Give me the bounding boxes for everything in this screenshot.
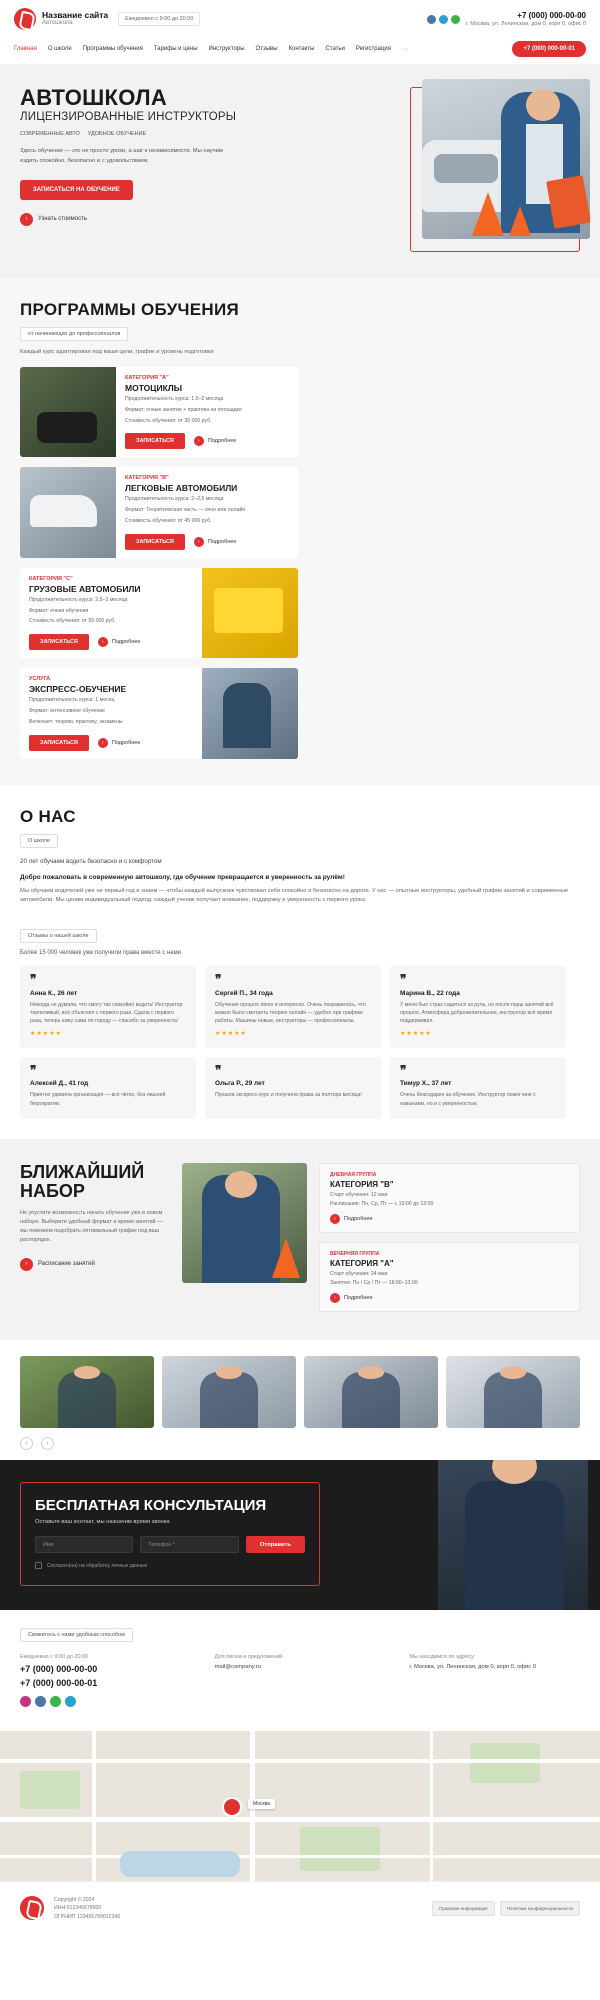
hero-tag-learning: УДОБНОЕ ОБУЧЕНИЕ [87, 131, 147, 138]
review-stars: ★★★★★ [30, 1030, 62, 1037]
program-card[interactable] [20, 367, 298, 457]
gallery-prev-icon[interactable]: ‹ [20, 1437, 33, 1450]
consultation-photo [438, 1460, 588, 1610]
group-details-label: Подробнее [344, 1216, 373, 1222]
social-links[interactable] [427, 15, 460, 24]
program-details-link[interactable] [98, 738, 141, 748]
quote-icon: ❞ [30, 1062, 37, 1077]
consultation-subtitle: Оставьте ваш контакт, мы назначим время звонка [35, 1519, 170, 1525]
program-enroll-button[interactable]: ЗАПИСАТЬСЯ [29, 735, 89, 751]
nav-item-reviews[interactable]: Отзывы [255, 46, 278, 52]
arrow-right-icon: › [98, 637, 108, 647]
quote-icon: ❞ [400, 972, 407, 987]
arrow-right-icon: › [20, 213, 33, 226]
about-paragraph: Мы обучаем водителей уже не первый год и знаем — чтобы каждый выпускник чувствовал себя спокойно и безопасно на дороге. У нас — опытные инструкторы, удобный график занятий и современные автомобили. Мы ценим индивидуальный подход: каждый ученик получает внимание, поддержку и уверенность с первого урока. [20, 887, 569, 904]
hero-tag-cars: СОВРЕМЕННЫЕ АВТО [20, 131, 80, 138]
consent-checkbox[interactable] [35, 1562, 305, 1569]
quote-icon: ❞ [400, 1062, 407, 1077]
program-name: МОТОЦИКЛЫ [125, 383, 183, 393]
contacts-phone-1[interactable]: +7 (000) 000-00-00 [20, 1664, 98, 1674]
group-details-label: Подробнее [344, 1295, 373, 1301]
instagram-icon[interactable] [20, 1696, 31, 1707]
program-details-label: Подробнее [207, 438, 237, 445]
arrow-right-icon: › [330, 1214, 340, 1224]
next-group-title: БЛИЖАЙШИЙ НАБОР [20, 1162, 145, 1201]
nav-item-programs[interactable]: Программы обучения [82, 46, 143, 52]
footer-inn: ИНН 0123456789​00 [54, 1905, 102, 1912]
group-card[interactable] [319, 1242, 580, 1312]
contacts-addr-label: Мы находимся по адресу: [409, 1654, 476, 1660]
site-logo[interactable] [14, 8, 108, 30]
review-text: Очень благодарен за обучение. Инструктор помог мне с навыками, но и с уверенностью. [400, 1092, 536, 1107]
consultation-title: БЕСПЛАТНАЯ КОНСУЛЬТАЦИЯ [35, 1497, 267, 1514]
program-name: ГРУЗОВЫЕ АВТОМОБИЛИ [29, 583, 141, 594]
program-category: УСЛУГА [29, 676, 51, 683]
arrow-right-icon: › [330, 1293, 340, 1303]
program-line: Формат: очные занятия + практика на площадке [125, 406, 242, 413]
nav-item-prices[interactable]: Тарифы и цены [153, 46, 198, 52]
footer-privacy-link[interactable]: Политика конфиденциальности [500, 1901, 580, 1916]
program-line: Продолжительность курса: 1 месяц [29, 697, 115, 704]
footer-legal-link[interactable]: Правовая информация [432, 1901, 494, 1916]
group-line: Старт обучения: 24 мая [330, 1271, 388, 1277]
program-photo [20, 467, 116, 557]
program-photo [20, 367, 116, 457]
phone-input[interactable]: Телефон * [140, 1536, 238, 1553]
contacts-schedule: Ежедневно с 9:00 до 20:00 [20, 1654, 89, 1660]
contacts-address: г. Москва, ул. Ленинская, дом 0, корп 0, офис 0 [409, 1664, 537, 1670]
program-line: Включает: теорию, практику, экзамены [29, 718, 123, 725]
program-enroll-button[interactable]: ЗАПИСАТЬСЯ [125, 433, 185, 449]
arrow-right-icon: › [194, 537, 204, 547]
footer [0, 1881, 600, 1939]
review-author: Марина В., 22 года [400, 989, 460, 997]
program-card[interactable] [20, 467, 298, 557]
about-years: 20 лет обучаем водить безопасно и с комфортом [20, 857, 162, 865]
gallery-photo[interactable] [446, 1356, 580, 1428]
review-author: Алексей Д., 41 год [30, 1080, 89, 1088]
hero-section [0, 65, 600, 278]
group-details-link[interactable] [330, 1293, 569, 1303]
hero-image [410, 87, 580, 252]
hero-subtitle: ЛИЦЕНЗИРОВАННЫЕ ИНСТРУКТОРЫ [20, 111, 237, 124]
about-title: О НАС [20, 806, 76, 826]
nav-call-button[interactable]: +7 (000) 000-00-01 [512, 41, 586, 57]
quote-icon: ❞ [215, 1062, 222, 1077]
header-address: г. Москва, ул. Ленинская, дом 0, корп 0, офис 0 [465, 20, 586, 27]
group-line: Старт обучения: 12 мая [330, 1192, 388, 1198]
reviews-badge: Отзывы о нашей школе [20, 929, 97, 943]
vk-icon[interactable] [35, 1696, 46, 1707]
name-input[interactable]: Имя [35, 1536, 133, 1553]
map-widget[interactable] [0, 1731, 600, 1881]
program-details-label: Подробнее [111, 639, 141, 646]
checkbox-icon[interactable] [35, 1562, 42, 1569]
group-category: КАТЕГОРИЯ "В" [330, 1180, 394, 1189]
group-line: Расписание: Пн, Ср, Пт — с 10:00 до 13:00 [330, 1201, 434, 1207]
next-group-photo [182, 1163, 307, 1283]
gallery-photo[interactable] [304, 1356, 438, 1428]
nav-item-instructors[interactable]: Инструкторы [208, 46, 245, 52]
map-pin-icon[interactable] [222, 1797, 242, 1817]
review-author: Ольга Р., 29 лет [215, 1080, 265, 1088]
group-tag: ДНЕВНАЯ ГРУППА [330, 1172, 377, 1178]
contacts-phone-2[interactable]: +7 (000) 000-00-01 [20, 1678, 98, 1688]
review-card [390, 966, 566, 1048]
telegram-icon[interactable] [439, 15, 448, 24]
contacts-social[interactable] [20, 1696, 191, 1707]
review-text: Прошла экспресс-курс и получила права за полтора месяца! [215, 1092, 362, 1099]
review-card [205, 1057, 381, 1119]
gallery-section [0, 1340, 600, 1460]
nav-item-home[interactable]: Главная [14, 46, 37, 52]
about-strong: Добро пожаловать в современную автошколу, где обучение превращается в уверенность за рулём! [20, 873, 345, 881]
gallery-next-icon[interactable]: › [41, 1437, 54, 1450]
hero-price-link[interactable] [20, 213, 275, 226]
next-group-paragraph: Не упустите возможность начать обучение уже в новом наборе. Выберите удобный формат и время занятий — мы поможем подобрать оптимальный график под ваш распорядок. [20, 1210, 163, 1243]
nav-item-contacts[interactable]: Контакты [288, 46, 315, 52]
gallery-photo[interactable] [162, 1356, 296, 1428]
review-card [390, 1057, 566, 1119]
top-bar [0, 0, 600, 36]
arrow-right-icon: › [194, 436, 204, 446]
program-line: Продолжительность курса: 2,5–3 месяца [29, 596, 128, 603]
review-text: У меня был страх садиться за руль, но после пары занятий всё прошло. Атмосфера доброжелательная, инструктор всё время поддерживал. [400, 1001, 554, 1025]
program-photo [202, 668, 298, 758]
schedule-badge: Ежедневно с 9:00 до 20:00 [118, 12, 200, 26]
program-details-label: Подробнее [207, 538, 237, 545]
program-details-link[interactable] [194, 436, 237, 446]
program-line: Стоимость обучения: от 55 000 руб. [29, 618, 116, 625]
schedule-link[interactable] [20, 1258, 170, 1271]
next-group-section [0, 1139, 600, 1340]
program-line: Продолжительность курса: 2–2,5 месяца [125, 496, 224, 503]
review-author: Сергей П., 34 года [215, 989, 273, 997]
group-category: КАТЕГОРИЯ "А" [330, 1259, 394, 1268]
review-card [20, 1057, 196, 1119]
footer-logo-icon [20, 1896, 44, 1920]
program-line: Стоимость обучения: от 45 000 руб. [125, 517, 212, 524]
contacts-section [0, 1610, 600, 1719]
logo-subtitle: Автошкола [42, 20, 73, 27]
consent-label: Согласен(на) на обработку личных данных [47, 1562, 148, 1569]
programs-badge: от начинающих до профессионалов [20, 327, 128, 341]
submit-button[interactable]: Отправить [246, 1536, 305, 1553]
review-stars: ★★★★★ [215, 1030, 247, 1037]
hero-title: АВТОШКОЛА [20, 85, 168, 110]
nav-item-articles[interactable]: Статьи [325, 46, 345, 52]
program-enroll-button[interactable]: ЗАПИСАТЬСЯ [125, 534, 185, 550]
contacts-mail-label: Для писем и предложений [214, 1654, 283, 1660]
review-text: Никогда не думала, что смогу так спокойно водить! Инструктор терпеливый, всё объяснял с первого раза. Сдала с первого раза, теперь езжу сама по городу — спасибо за уверенность! [30, 1001, 183, 1025]
program-card[interactable] [20, 568, 298, 658]
consultation-form [20, 1482, 320, 1586]
programs-section [0, 278, 600, 785]
program-line: Формат: Теоретическая часть — очно или онлайн [125, 507, 246, 514]
whatsapp-icon[interactable] [50, 1696, 61, 1707]
program-card[interactable] [20, 668, 298, 758]
contacts-email[interactable]: mail@company.ru [214, 1664, 262, 1670]
program-details-link[interactable] [98, 637, 141, 647]
program-photo [202, 568, 298, 658]
nav-item-about[interactable]: О школе [47, 46, 72, 52]
about-badge: О школе [20, 834, 58, 848]
footer-copyright: Copyright © 2024 [54, 1897, 95, 1903]
gallery-photo[interactable] [20, 1356, 154, 1428]
program-category: КАТЕГОРИЯ "В" [125, 475, 169, 482]
group-line: Занятия: Пн / Ср / Пт — 18:00–13:00 [330, 1280, 418, 1286]
footer-ogrnip: ОГРНИП 123456789012345 [54, 1913, 121, 1920]
main-nav [0, 36, 600, 65]
group-details-link[interactable] [330, 1214, 569, 1224]
arrow-right-icon: › [20, 1258, 33, 1271]
review-card [20, 966, 196, 1048]
review-card [205, 966, 381, 1048]
review-text: Приятно удивила организация — всё чётко, без лишней бюрократии. [30, 1092, 166, 1107]
arrow-right-icon: › [98, 738, 108, 748]
consultation-section [0, 1460, 600, 1610]
programs-title: ПРОГРАММЫ ОБУЧЕНИЯ [20, 300, 239, 319]
program-line: Формат: очная обучения [29, 607, 89, 614]
nav-more-icon[interactable]: ··· [401, 45, 409, 53]
program-line: Формат: интенсивное обучение [29, 707, 106, 714]
logo-title: Название сайта [42, 10, 109, 21]
programs-lead: Каждый курс адаптирован под ваши цели, график и уровень подготовки [20, 349, 214, 355]
program-category: КАТЕГОРИЯ "С" [29, 575, 73, 582]
contacts-badge: Свяжитесь с нами удобным способом [20, 1628, 133, 1642]
about-section [0, 785, 600, 1139]
quote-icon: ❞ [215, 972, 222, 987]
hero-paragraph: Здесь обучение — это не просто уроки, а шаг к независимости. Мы научим ездить спокойно, безопасно и с удовольствием. [20, 148, 223, 164]
nav-item-registration[interactable]: Регистрация [355, 46, 391, 52]
program-name: ЛЕГКОВЫЕ АВТОМОБИЛИ [125, 483, 238, 494]
review-author: Тимур Х., 37 лет [400, 1080, 452, 1088]
reviews-count: Более 15 000 человек уже получили права вместе с нами [20, 950, 182, 957]
hero-enroll-button[interactable]: ЗАПИСАТЬСЯ НА ОБУЧЕНИЕ [20, 180, 133, 200]
hero-photo [422, 79, 590, 239]
review-author: Анна К., 26 лет [30, 989, 78, 997]
program-line: Стоимость обучения: от 35 000 руб. [125, 417, 212, 424]
group-tag: ВЕЧЕРНЯЯ ГРУППА [330, 1251, 380, 1257]
quote-icon: ❞ [30, 972, 37, 987]
review-stars: ★★★★★ [400, 1030, 432, 1037]
hero-price-link-label: Узнать стоимость [38, 216, 87, 223]
logo-icon [14, 8, 36, 30]
program-name: ЭКСПРЕСС-ОБУЧЕНИЕ [29, 684, 127, 695]
telegram-icon[interactable] [65, 1696, 76, 1707]
schedule-link-label: Расписание занятий [38, 1261, 95, 1268]
program-details-link[interactable] [194, 537, 237, 547]
program-category: КАТЕГОРИЯ "А" [125, 375, 169, 381]
group-card[interactable] [319, 1163, 580, 1233]
review-text: Обучение прошло легко и интересно. Очень понравилось, что можно было смотреть теорию онлайн — удобно при графике работы. Машины новые, инструкторы — профессионалы. [215, 1001, 366, 1025]
program-details-label: Подробнее [111, 739, 141, 746]
vk-icon[interactable] [427, 15, 436, 24]
header-phone[interactable]: +7 (000) 000-00-00 [517, 10, 586, 20]
program-line: Продолжительность курса: 1,5–2 месяца [125, 396, 224, 402]
map-pin-label: Москва [248, 1799, 275, 1809]
whatsapp-icon[interactable] [451, 15, 460, 24]
program-enroll-button[interactable]: ЗАПИСАТЬСЯ [29, 634, 89, 650]
